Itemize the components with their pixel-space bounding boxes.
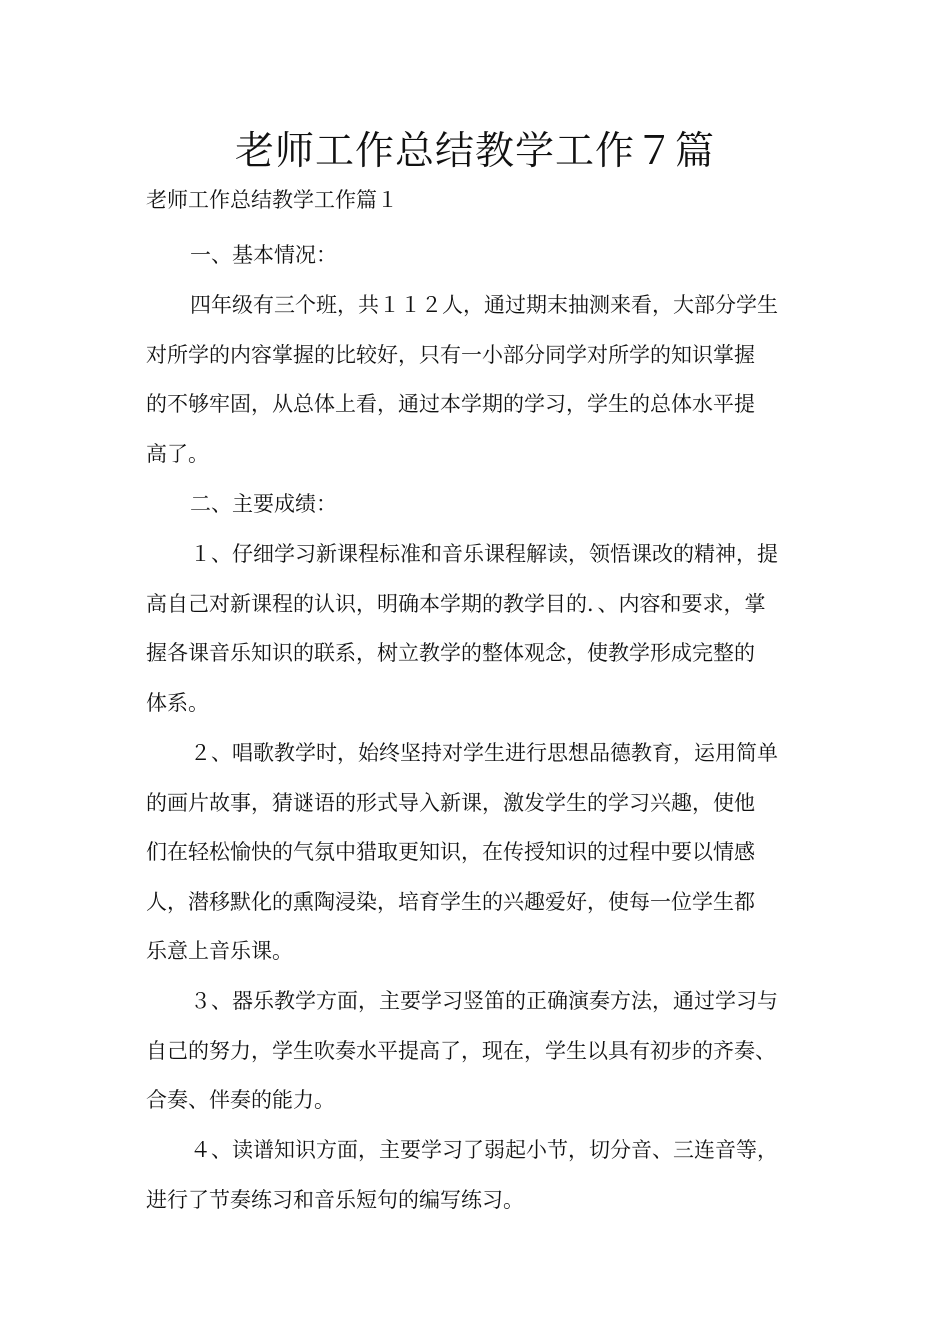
paragraph-line: 们在轻松愉快的气氛中猎取更知识，在传授知识的过程中要以情感 bbox=[146, 840, 755, 864]
paragraph-item-2 bbox=[146, 729, 836, 977]
paragraph-basic-situation bbox=[146, 281, 836, 479]
paragraph-line: 对所学的内容掌握的比较好，只有一小部分同学对所学的知识掌握 bbox=[146, 342, 755, 367]
paragraph-line: 的画片故事，猜谜语的形式导入新课，激发学生的学习兴趣，使他 bbox=[146, 790, 755, 815]
paragraph-line: ４、读谱知识方面，主要学习了弱起小节，切分音、三连音等， bbox=[190, 1138, 778, 1162]
paragraph-line: 合奏、伴奏的能力。 bbox=[146, 1088, 335, 1112]
paragraph-line: 自己的努力，学生吹奏水平提高了，现在，学生以具有初步的齐奏、 bbox=[146, 1038, 776, 1063]
paragraph-line: 乐意上音乐课。 bbox=[146, 939, 293, 963]
paragraph-item-4 bbox=[146, 1126, 836, 1225]
paragraph-line: 四年级有三个班，共１１２人，通过期末抽测来看，大部分学生 bbox=[190, 293, 778, 317]
paragraph-item-3 bbox=[146, 977, 836, 1126]
paragraph-line: 体系。 bbox=[146, 690, 209, 715]
paragraph-line: ３、器乐教学方面，主要学习竖笛的正确演奏方法，通过学习与 bbox=[190, 989, 778, 1013]
paragraph-line: 进行了节奏练习和音乐短句的编写练习。 bbox=[146, 1187, 524, 1212]
paragraph-line: 人，潜移默化的熏陶浸染，培育学生的兴趣爱好，使每一位学生都 bbox=[146, 889, 755, 914]
paragraph-line: 握各课音乐知识的联系，树立教学的整体观念，使教学形成完整的 bbox=[146, 641, 755, 665]
section-main-achievements bbox=[146, 480, 836, 530]
paragraph-line: １、仔细学习新课程标准和音乐课程解读，领悟课改的精神，提 bbox=[190, 542, 778, 566]
paragraph-line: 高了。 bbox=[146, 441, 209, 466]
document-subtitle: 老师工作总结教学工作篇１ bbox=[146, 188, 398, 212]
paragraph-line: 高自己对新课程的认识，明确本学期的教学目的．、内容和要求，掌 bbox=[146, 591, 766, 616]
paragraph-line: 的不够牢固，从总体上看，通过本学期的学习，学生的总体水平提 bbox=[146, 392, 755, 416]
section-basic-situation bbox=[146, 231, 836, 281]
document-title: 老师工作总结教学工作７篇 bbox=[234, 129, 715, 174]
paragraph-line: ２、唱歌教学时，始终坚持对学生进行思想品德教育，运用简单 bbox=[190, 741, 778, 765]
section-heading: 一、基本情况： bbox=[190, 243, 337, 267]
section-heading: 二、主要成绩： bbox=[190, 492, 337, 516]
paragraph-item-1 bbox=[146, 530, 836, 728]
